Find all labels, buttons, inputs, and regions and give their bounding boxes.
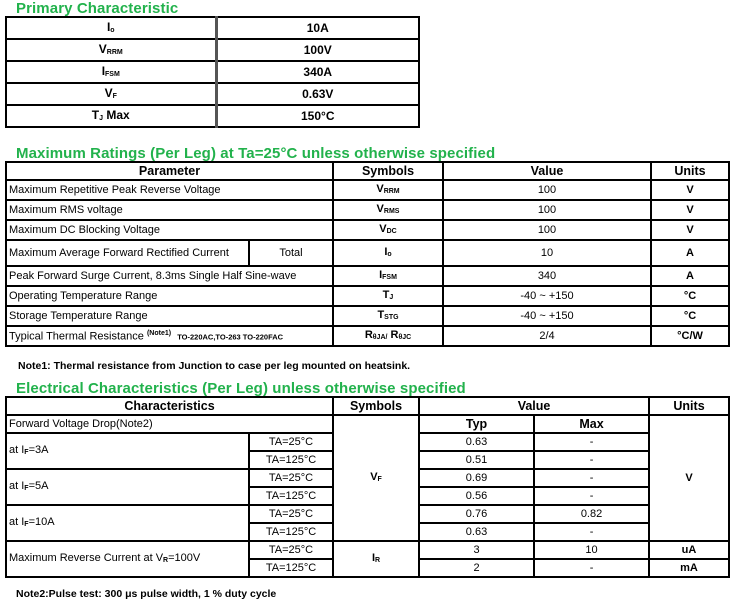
header-characteristics: Characteristics <box>6 397 333 415</box>
symbol-suffix: Max <box>103 107 130 122</box>
condition-label <box>6 469 249 505</box>
note-reference: (Note1) <box>146 330 172 338</box>
table-row <box>6 286 729 306</box>
value-cell: -40 ~ +150 <box>443 306 651 326</box>
table-row <box>6 415 729 433</box>
unit-cell: °C <box>651 306 729 326</box>
symbol: T <box>91 107 100 122</box>
symbol-sub: RMS <box>383 208 400 215</box>
symbol-cell <box>6 105 216 127</box>
header-max: Max <box>534 415 649 433</box>
max-cell: 0.82 <box>534 505 649 523</box>
symbol: V <box>370 471 378 483</box>
label-sub: F <box>24 485 29 492</box>
temperature-cell: TA=25°C <box>249 433 333 451</box>
value-cell: 100V <box>216 39 419 61</box>
table-row <box>6 83 419 105</box>
symbol: V <box>376 203 384 215</box>
value-cell: 340 <box>443 266 651 286</box>
maximum-ratings-title: Maximum Ratings (Per Leg) at Ta=25°C unless otherwise specified <box>16 145 496 162</box>
symbol-cell-vf <box>333 415 419 541</box>
symbol-cell <box>333 180 443 200</box>
symbol-cell <box>333 286 443 306</box>
parameter-extra-cell: Total <box>249 240 333 266</box>
header-units: Units <box>649 397 729 415</box>
table-row <box>6 266 729 286</box>
label-text: =100V <box>168 552 201 564</box>
value-cell: 10 <box>443 240 651 266</box>
table-row <box>6 61 419 83</box>
symbol-sub: J <box>389 294 394 301</box>
header-value: Value <box>443 162 651 180</box>
symbol-cell <box>333 220 443 240</box>
symbol: I <box>371 552 376 564</box>
symbol-cell <box>6 17 216 39</box>
label-text: at I <box>9 516 25 528</box>
parameter-cell: Peak Forward Surge Current, 8.3ms Single Half Sine-wave <box>6 266 333 286</box>
symbol: V <box>379 223 387 235</box>
symbol-sub: θJC <box>398 334 412 341</box>
max-cell: - <box>534 433 649 451</box>
symbol: V <box>376 183 384 195</box>
maximum-ratings-table <box>5 161 730 347</box>
parameter-cell: Maximum DC Blocking Voltage <box>6 220 333 240</box>
symbol-cell-ir <box>333 541 419 577</box>
primary-characteristic-table <box>5 16 420 128</box>
temperature-cell: TA=125°C <box>249 523 333 541</box>
unit-cell: A <box>651 240 729 266</box>
header-parameter: Parameter <box>6 162 333 180</box>
unit-cell: °C/W <box>651 326 729 346</box>
table-row <box>6 326 729 346</box>
symbol-cell <box>333 240 443 266</box>
note1: Note1: Thermal resistance from Junction to case per leg mounted on heatsink. <box>18 360 411 372</box>
temperature-cell: TA=25°C <box>249 469 333 487</box>
value-cell: 10A <box>216 17 419 39</box>
symbol-sub: F <box>377 476 382 483</box>
symbol: I <box>101 63 106 78</box>
max-cell: - <box>534 559 649 577</box>
symbol-sub: FSM <box>105 70 120 78</box>
parameter-text: Typical Thermal Resistance <box>9 330 147 343</box>
table-row <box>6 105 419 127</box>
parameter-cell: Operating Temperature Range <box>6 286 333 306</box>
parameter-cell: Maximum Average Forward Rectified Current <box>6 240 249 266</box>
symbol-sub: J <box>99 114 104 122</box>
symbol-cell <box>6 39 216 61</box>
electrical-characteristics-title: Electrical Characteristics (Per Leg) unless otherwise specified <box>16 380 466 397</box>
label-text: =5A <box>28 480 49 492</box>
condition-label <box>6 433 249 469</box>
symbol-sub: o <box>110 26 115 34</box>
typ-cell: 3 <box>419 541 534 559</box>
typ-cell: 0.76 <box>419 505 534 523</box>
temperature-cell: TA=125°C <box>249 487 333 505</box>
table-row <box>6 200 729 220</box>
symbol-sub: STG <box>384 314 399 321</box>
symbol-sub: o <box>387 251 392 258</box>
max-cell: 10 <box>534 541 649 559</box>
table-row <box>6 541 729 559</box>
parameter-cell: Maximum RMS voltage <box>6 200 333 220</box>
symbol-sub: DC <box>386 228 397 235</box>
unit-cell-vf: V <box>649 415 729 541</box>
value-cell: 150°C <box>216 105 419 127</box>
value-cell: 100 <box>443 200 651 220</box>
symbol: I <box>379 269 383 281</box>
typ-cell: 0.56 <box>419 487 534 505</box>
value-cell: -40 ~ +150 <box>443 286 651 306</box>
symbol: T <box>377 309 385 321</box>
label-text: =3A <box>28 444 49 456</box>
typ-cell: 2 <box>419 559 534 577</box>
temperature-cell: TA=125°C <box>249 559 333 577</box>
symbol: T <box>382 289 390 301</box>
forward-voltage-label: Forward Voltage Drop(Note2) <box>6 415 333 433</box>
symbol-sub: FSM <box>382 274 397 281</box>
label-text: =10A <box>28 516 55 528</box>
symbol: R <box>387 329 399 341</box>
value-cell: 0.63V <box>216 83 419 105</box>
symbol-cell <box>6 61 216 83</box>
symbol: R <box>364 329 373 341</box>
table-row <box>6 306 729 326</box>
symbol-cell <box>6 83 216 105</box>
value-cell: 2/4 <box>443 326 651 346</box>
unit-cell: uA <box>649 541 729 559</box>
table-row <box>6 220 729 240</box>
header-row <box>6 397 729 415</box>
note2: Note2:Pulse test: 300 μs pulse width, 1 % duty cycle <box>16 588 277 600</box>
temperature-cell: TA=125°C <box>249 451 333 469</box>
symbol-sub: RRM <box>383 188 400 195</box>
max-cell: - <box>534 523 649 541</box>
unit-cell: V <box>651 220 729 240</box>
header-row <box>6 162 729 180</box>
package-text: TO-220AC,TO-263 TO-220FAC <box>177 332 284 342</box>
unit-cell: V <box>651 200 729 220</box>
unit-cell: A <box>651 266 729 286</box>
unit-cell: V <box>651 180 729 200</box>
symbol-sub: R <box>375 557 381 564</box>
condition-label <box>6 505 249 541</box>
symbol-sub: θJA/ <box>372 334 388 341</box>
header-typ: Typ <box>419 415 534 433</box>
primary-characteristic-title: Primary Characteristic <box>16 0 179 17</box>
symbol-sub: F <box>112 92 117 100</box>
header-symbols: Symbols <box>333 397 419 415</box>
label-sub: F <box>24 521 29 528</box>
symbol: I <box>106 19 111 34</box>
unit-cell: mA <box>649 559 729 577</box>
table-row <box>6 240 729 266</box>
table-row <box>6 17 419 39</box>
label-text: Maximum Reverse Current at V <box>9 552 164 564</box>
temperature-cell: TA=25°C <box>249 541 333 559</box>
value-cell: 340A <box>216 61 419 83</box>
value-cell: 100 <box>443 180 651 200</box>
symbol: I <box>384 246 388 258</box>
max-cell: - <box>534 487 649 505</box>
symbol-cell <box>333 326 443 346</box>
label-sub: R <box>163 557 169 564</box>
unit-cell: °C <box>651 286 729 306</box>
label-text: at I <box>9 444 25 456</box>
max-cell: - <box>534 469 649 487</box>
label-sub: F <box>24 449 29 456</box>
max-cell: - <box>534 451 649 469</box>
temperature-cell: TA=25°C <box>249 505 333 523</box>
parameter-cell: Maximum Repetitive Peak Reverse Voltage <box>6 180 333 200</box>
parameter-cell: Storage Temperature Range <box>6 306 333 326</box>
label-text: at I <box>9 480 25 492</box>
header-symbols: Symbols <box>333 162 443 180</box>
electrical-characteristics-table <box>5 396 730 578</box>
symbol: V <box>104 85 113 100</box>
typ-cell: 0.51 <box>419 451 534 469</box>
typ-cell: 0.69 <box>419 469 534 487</box>
symbol-cell <box>333 306 443 326</box>
parameter-cell <box>6 326 333 346</box>
header-units: Units <box>651 162 729 180</box>
header-value: Value <box>419 397 649 415</box>
typ-cell: 0.63 <box>419 523 534 541</box>
condition-label <box>6 541 249 577</box>
symbol: V <box>98 41 107 56</box>
symbol-cell <box>333 266 443 286</box>
table-row <box>6 180 729 200</box>
symbol-cell <box>333 200 443 220</box>
typ-cell: 0.63 <box>419 433 534 451</box>
value-cell: 100 <box>443 220 651 240</box>
symbol-sub: RRM <box>106 48 123 56</box>
table-row <box>6 39 419 61</box>
